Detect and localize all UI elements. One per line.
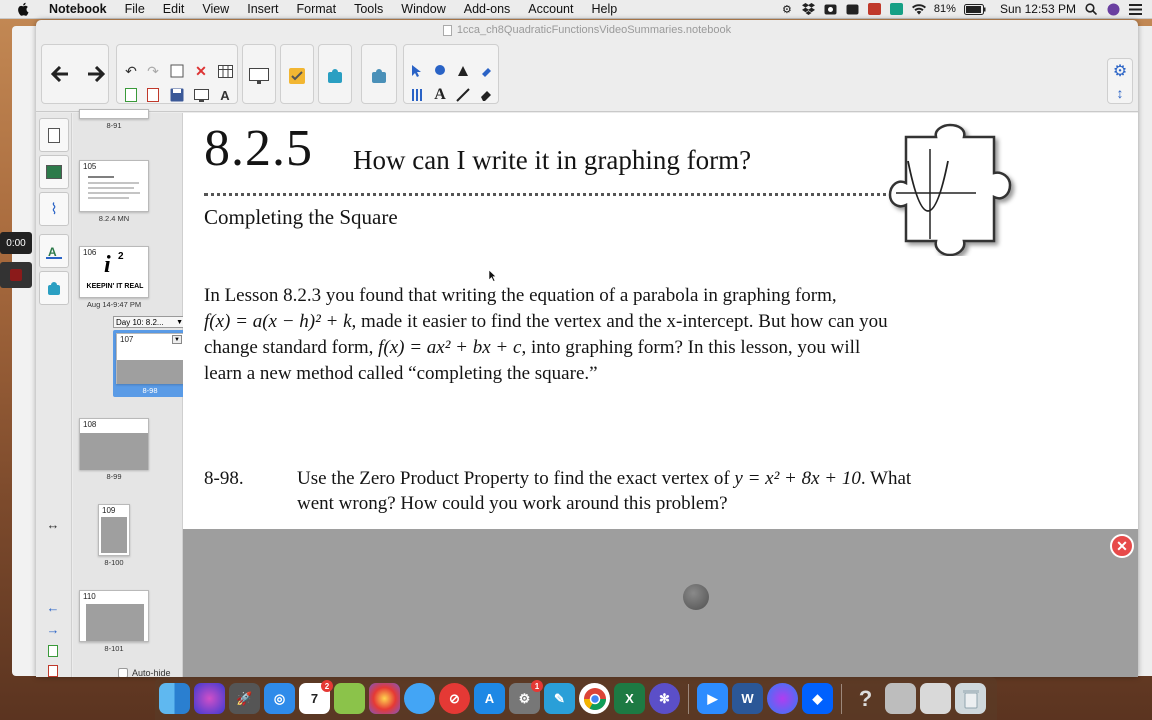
thumbnail-110[interactable] bbox=[79, 590, 149, 642]
save-button[interactable] bbox=[168, 86, 186, 104]
menu-account[interactable]: Account bbox=[528, 2, 574, 16]
chrome-icon[interactable] bbox=[579, 683, 610, 714]
menu-insert[interactable]: Insert bbox=[247, 2, 279, 16]
thumbnail-105[interactable] bbox=[79, 160, 149, 212]
standard-form-equation: f(x) = ax² + bx + c bbox=[378, 337, 522, 358]
text-format-icon: A bbox=[220, 87, 230, 103]
dock-separator bbox=[841, 684, 842, 714]
thumbnail-gray-region bbox=[86, 604, 144, 641]
redo-button[interactable] bbox=[144, 62, 162, 80]
menu-window[interactable]: Window bbox=[401, 2, 446, 16]
problem-equation: y = x² + 8x + 10 bbox=[734, 468, 861, 489]
menu-help[interactable]: Help bbox=[591, 2, 618, 16]
menu-tools[interactable]: Tools bbox=[354, 2, 384, 16]
previous-page-button[interactable] bbox=[46, 60, 74, 88]
thumbnail-label: 8-98 bbox=[142, 386, 158, 395]
gear-status-icon[interactable]: ⚙ bbox=[781, 3, 792, 16]
fill-tool-button[interactable] bbox=[454, 62, 472, 80]
tab-attachments[interactable] bbox=[39, 192, 69, 226]
problem-line-1 bbox=[297, 468, 911, 490]
stop-icon bbox=[10, 269, 22, 281]
shapes-icon bbox=[432, 64, 448, 78]
window-titlebar[interactable] bbox=[36, 20, 1138, 40]
battery-icon[interactable] bbox=[964, 3, 986, 16]
screen-record-status-icon[interactable] bbox=[824, 3, 838, 16]
gray-marker-dot bbox=[683, 584, 709, 610]
delete-x-icon: ✕ bbox=[195, 62, 207, 79]
puzzle-parabola-graphic bbox=[880, 121, 1020, 256]
cursor-arrow-icon bbox=[411, 64, 423, 78]
thumbnail-8-91[interactable] bbox=[79, 109, 149, 119]
autohide-label: Auto-hide bbox=[132, 668, 171, 677]
properties-icon bbox=[46, 244, 62, 259]
intro-line-3 bbox=[204, 337, 860, 359]
page-delete-icon bbox=[48, 665, 58, 677]
graphing-form-equation: f(x) = a(x − h)² + k bbox=[204, 311, 352, 332]
thumbnail-gray-region bbox=[101, 517, 127, 553]
document-stack-icon[interactable] bbox=[885, 683, 916, 714]
delete-button[interactable] bbox=[192, 62, 210, 80]
eraser-tool-button[interactable] bbox=[477, 86, 495, 104]
checkbox-box[interactable] bbox=[118, 668, 128, 677]
tab-gallery[interactable] bbox=[39, 155, 69, 189]
lesson-number: 8.2.5 bbox=[204, 120, 313, 177]
table-button[interactable] bbox=[216, 62, 234, 80]
title-divider bbox=[204, 193, 894, 196]
safari-compass-icon[interactable]: ◎ bbox=[264, 683, 295, 714]
keyboard-status-icon[interactable] bbox=[846, 3, 860, 16]
intro-line-3-text-b: , into graphing form? In this lesson, you will bbox=[521, 337, 861, 358]
lesson-page[interactable] bbox=[183, 113, 1138, 529]
thumbnail-number: 110 bbox=[83, 592, 96, 601]
line-icon bbox=[456, 88, 470, 102]
app-status-icon[interactable] bbox=[890, 3, 904, 16]
close-x-icon: ✕ bbox=[1116, 537, 1128, 554]
checklist-icon bbox=[288, 67, 306, 85]
next-page-button[interactable] bbox=[82, 60, 110, 88]
zoom-camera-icon[interactable]: ▶ bbox=[697, 683, 728, 714]
floppy-disk-icon bbox=[170, 88, 184, 102]
thumbnail-menu-arrow[interactable]: ▼ bbox=[172, 335, 182, 344]
notebook-window bbox=[36, 20, 1138, 677]
thumbnail-109[interactable] bbox=[98, 504, 130, 556]
no-entry-app-icon[interactable]: ⊘ bbox=[439, 683, 470, 714]
fill-shape-icon bbox=[456, 64, 470, 78]
menu-edit[interactable]: Edit bbox=[162, 2, 185, 16]
close-shade-button[interactable] bbox=[1110, 534, 1134, 558]
thumbnail-gray-region bbox=[117, 360, 183, 384]
window-title: 1cca_ch8QuadraticFunctionsVideoSummaries.notebook bbox=[456, 24, 732, 36]
photos-icon[interactable] bbox=[369, 683, 400, 714]
thumbnail-text-lines bbox=[84, 173, 146, 203]
page-icon bbox=[48, 128, 60, 143]
lab-activity-button[interactable] bbox=[323, 64, 347, 88]
gear-icon: ⚙ bbox=[1112, 63, 1128, 80]
problem-line-2: went wrong? How could you work around this problem? bbox=[297, 493, 728, 514]
toolbar bbox=[36, 40, 1138, 112]
undo-icon: ↶ bbox=[125, 62, 137, 79]
customize-toolbar-button[interactable] bbox=[1110, 62, 1130, 80]
word-icon[interactable]: W bbox=[732, 683, 763, 714]
tab-addons[interactable] bbox=[39, 271, 69, 305]
text-format-button[interactable] bbox=[216, 86, 234, 104]
shapes-tool-button[interactable] bbox=[431, 62, 449, 80]
thumbnail-106[interactable] bbox=[79, 246, 149, 298]
response-button[interactable] bbox=[285, 64, 309, 88]
intro-line-2 bbox=[204, 311, 888, 333]
app-store-icon[interactable]: A bbox=[474, 683, 505, 714]
delete-page-button[interactable] bbox=[144, 86, 162, 104]
widgets-button[interactable] bbox=[366, 64, 392, 88]
text-tool-button[interactable] bbox=[431, 86, 449, 104]
thumbnail-label: 8-91 bbox=[106, 121, 122, 130]
excel-icon[interactable]: X bbox=[614, 683, 645, 714]
paperclip-icon: ⌇ bbox=[50, 201, 58, 218]
launchpad-rocket-icon[interactable]: 🚀 bbox=[229, 683, 260, 714]
thumbnail-label: Aug 14-9:47 PM bbox=[86, 300, 142, 309]
messages-icon[interactable] bbox=[404, 683, 435, 714]
notification-center-icon[interactable] bbox=[1128, 3, 1142, 16]
thumbnail-label: 8-100 bbox=[104, 558, 124, 567]
help-question-icon[interactable]: ? bbox=[858, 685, 873, 711]
intro-line-4: learn a new method called “completing the square.” bbox=[204, 363, 598, 384]
apple-menu-icon[interactable] bbox=[16, 2, 30, 16]
up-down-arrows-icon: ↕ bbox=[1116, 85, 1124, 101]
undo-button[interactable] bbox=[122, 62, 140, 80]
thumbnail-superscript: 2 bbox=[118, 251, 124, 262]
thumbnail-label: 8.2.4 MN bbox=[98, 214, 130, 223]
pen-tool-button[interactable] bbox=[477, 62, 495, 80]
thumbnail-caption: KEEPIN' IT REAL bbox=[86, 283, 144, 290]
previous-page-nav-button[interactable] bbox=[44, 599, 62, 615]
dock-separator bbox=[688, 684, 689, 714]
paint-bucket-icon bbox=[479, 64, 493, 78]
page-add-icon bbox=[48, 645, 58, 657]
text-a-icon: A bbox=[434, 86, 446, 103]
menu-bar bbox=[0, 0, 1152, 19]
next-page-nav-button[interactable] bbox=[44, 621, 62, 637]
eraser-icon bbox=[479, 88, 493, 102]
line-tool-button[interactable] bbox=[454, 86, 472, 104]
section-title: Completing the Square bbox=[204, 205, 398, 229]
document-camera-button[interactable] bbox=[247, 64, 271, 88]
intro-line-1: In Lesson 8.2.3 you found that writing the equation of a parabola in graphing form, bbox=[204, 285, 837, 306]
page-plus-icon bbox=[125, 88, 137, 102]
flower-app-icon[interactable]: ✻ bbox=[649, 683, 680, 714]
problem-line-1-text-b: . What bbox=[860, 468, 912, 489]
spotlight-search-icon[interactable] bbox=[1084, 3, 1098, 16]
battery-percent: 81% bbox=[933, 3, 956, 15]
mouse-cursor-icon bbox=[488, 269, 498, 283]
calendar-icon[interactable]: 7 2 bbox=[299, 683, 330, 714]
insert-page-button[interactable] bbox=[122, 86, 140, 104]
add-page-nav-button[interactable] bbox=[44, 643, 62, 659]
screen-shade-button[interactable] bbox=[192, 86, 210, 104]
autohide-checkbox[interactable] bbox=[118, 668, 171, 677]
stop-recording-button[interactable] bbox=[0, 262, 32, 288]
monitor-icon bbox=[249, 68, 269, 84]
menu-addons[interactable]: Add-ons bbox=[463, 2, 511, 16]
arrow-right-nav-icon: → bbox=[46, 621, 60, 637]
menu-file[interactable]: File bbox=[124, 2, 145, 16]
thumbnail-gray-region bbox=[80, 433, 148, 470]
thumbnail-number: 106 bbox=[83, 248, 97, 257]
thumbnail-number: 109 bbox=[102, 506, 116, 515]
system-preferences-gear-icon[interactable]: ⚙ 1 bbox=[509, 683, 540, 714]
maps-icon[interactable] bbox=[334, 683, 365, 714]
thumbnail-label: 8-101 bbox=[104, 644, 124, 653]
recording-timer: 0:00 bbox=[0, 232, 32, 254]
trash-icon[interactable] bbox=[955, 683, 986, 714]
thumbnail-label: 8-99 bbox=[106, 472, 122, 481]
intro-line-2-text: , made it easier to find the vertex and the x-intercept. But how can you bbox=[351, 311, 888, 332]
clock[interactable]: Sun 12:53 PM bbox=[999, 2, 1076, 16]
delete-page-nav-button[interactable] bbox=[44, 663, 62, 677]
table-icon bbox=[218, 65, 233, 78]
finder-icon[interactable] bbox=[159, 683, 190, 714]
redo-icon: ↷ bbox=[147, 62, 159, 79]
double-arrow-icon: ↔ bbox=[46, 516, 60, 532]
add-page-icon bbox=[170, 64, 184, 78]
dock bbox=[155, 677, 997, 720]
problem-number: 8-98. bbox=[204, 468, 244, 489]
tab-page-sorter[interactable] bbox=[39, 118, 69, 152]
thumbnail-number: 107 bbox=[120, 335, 134, 344]
calendar-badge: 2 bbox=[321, 680, 333, 692]
arrow-left-icon bbox=[51, 66, 69, 82]
status-area bbox=[780, 2, 1152, 16]
toolbar-position-button[interactable] bbox=[1110, 84, 1130, 102]
messenger-icon[interactable] bbox=[767, 683, 798, 714]
gallery-icon bbox=[46, 165, 62, 179]
arrow-left-nav-icon: ← bbox=[46, 599, 60, 615]
smart-notebook-icon[interactable]: ✎ bbox=[544, 683, 575, 714]
dropbox-dock-icon[interactable]: ◆ bbox=[802, 683, 833, 714]
document-icon bbox=[443, 25, 452, 36]
day-group-dropdown[interactable]: Day 10: 8.2... ▼ bbox=[113, 316, 185, 328]
sliders-icon bbox=[410, 88, 424, 102]
screen-icon bbox=[194, 89, 209, 102]
properties-tool-button[interactable] bbox=[408, 86, 426, 104]
addon-puzzle-icon bbox=[46, 280, 62, 296]
dropbox-status-icon[interactable] bbox=[802, 3, 816, 16]
siri-dock-icon[interactable] bbox=[194, 683, 225, 714]
covered-page-area[interactable] bbox=[183, 529, 1138, 677]
siri-icon[interactable] bbox=[1106, 3, 1120, 16]
menu-view[interactable]: View bbox=[202, 2, 230, 16]
arrow-right-icon bbox=[87, 66, 105, 82]
thumbnail-107[interactable] bbox=[116, 333, 184, 384]
svg-text:A: A bbox=[48, 244, 57, 259]
menu-notebook[interactable]: Notebook bbox=[49, 2, 107, 16]
thumbnail-number: 108 bbox=[83, 420, 97, 429]
select-tool-button[interactable] bbox=[408, 62, 426, 80]
thumbnail-big-letter: i bbox=[104, 252, 111, 278]
tab-properties[interactable] bbox=[39, 234, 69, 268]
side-tabs bbox=[36, 113, 72, 677]
puzzle-piece-icon bbox=[326, 67, 344, 85]
settings-badge: 1 bbox=[531, 680, 543, 692]
problem-line-1-text-a: Use the Zero Product Property to find the exact vertex of bbox=[297, 468, 735, 489]
thumbnail-108[interactable] bbox=[79, 418, 149, 470]
expand-sorter-button[interactable] bbox=[44, 516, 62, 532]
puzzle-widget-icon bbox=[370, 67, 388, 85]
whiteboard-canvas[interactable] bbox=[183, 113, 1138, 677]
add-page-button[interactable] bbox=[168, 62, 186, 80]
menu-format[interactable]: Format bbox=[296, 2, 337, 16]
adobe-status-icon[interactable] bbox=[868, 3, 882, 16]
page-sorter bbox=[73, 113, 183, 677]
intro-line-3-text-a: change standard form, bbox=[204, 337, 379, 358]
wifi-icon[interactable] bbox=[912, 3, 926, 16]
lesson-title: How can I write it in graphing form? bbox=[353, 145, 752, 175]
window-stack-icon[interactable] bbox=[920, 683, 951, 714]
page-minus-icon bbox=[147, 88, 159, 102]
thumbnail-number: 105 bbox=[83, 162, 97, 171]
